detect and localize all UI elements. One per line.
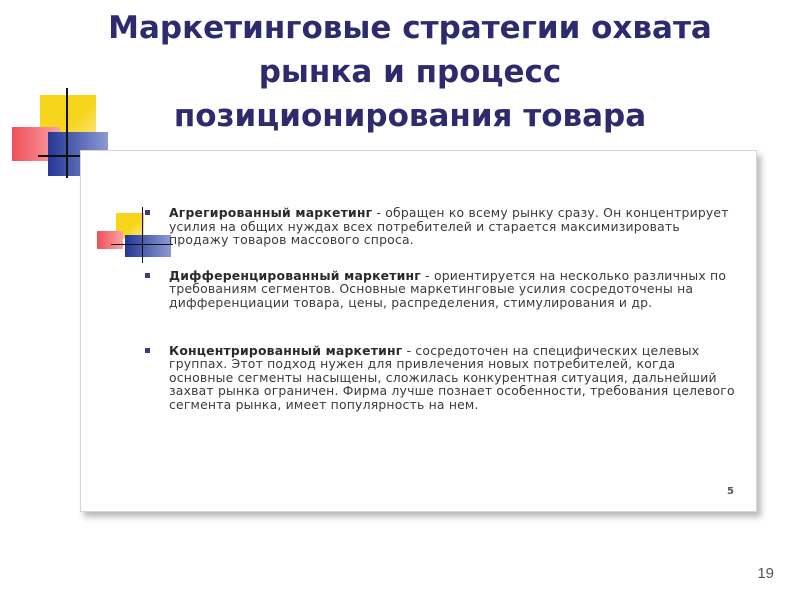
title-line-2: рынка и процесс (258, 54, 562, 90)
title-line-1: Маркетинговые стратегии охвата (108, 10, 712, 46)
item-text: - обращен ко всему рынку сразу. Он концентрирует усилия на общих нуждах всех потребителей и старается максимизировать продажу товаров массового спроса. (169, 205, 729, 248)
list-item (141, 269, 741, 310)
bullet-icon (145, 273, 150, 278)
slide-title (40, 6, 780, 138)
item-term: Агрегированный маркетинг (169, 205, 373, 220)
item-text: - ориентируется на несколько различных по требованиям сегментов. Основные маркетинговые усилия сосредоточены на дифференциации товара, цены, распределения, стимулирования и др. (169, 267, 727, 310)
embedded-slide-panel (80, 150, 757, 512)
list-item (141, 206, 741, 247)
panel-red-square (97, 231, 123, 249)
item-term: Дифференцированный маркетинг (169, 267, 421, 283)
item-term: Концентрированный маркетинг (169, 342, 403, 358)
bullet-list (141, 206, 741, 412)
list-item (141, 344, 741, 412)
item-text: - сосредоточен на специфических целевых группах. Этот подход нужен для привлечения новых потребителей, когда основные сегменты насыщены, сложилась конкурентная ситуация, дальнейший захват рынка ограничен. Фирма лучше познает особенности, требования целевого сегмента рынка, имеет популярность на нем. (169, 342, 735, 412)
bullet-icon (145, 348, 150, 353)
slide-number: 19 (757, 565, 774, 582)
panel-page-number: 5 (727, 486, 734, 497)
bullet-icon (145, 210, 150, 215)
title-line-3: позиционирования товара (173, 98, 647, 134)
